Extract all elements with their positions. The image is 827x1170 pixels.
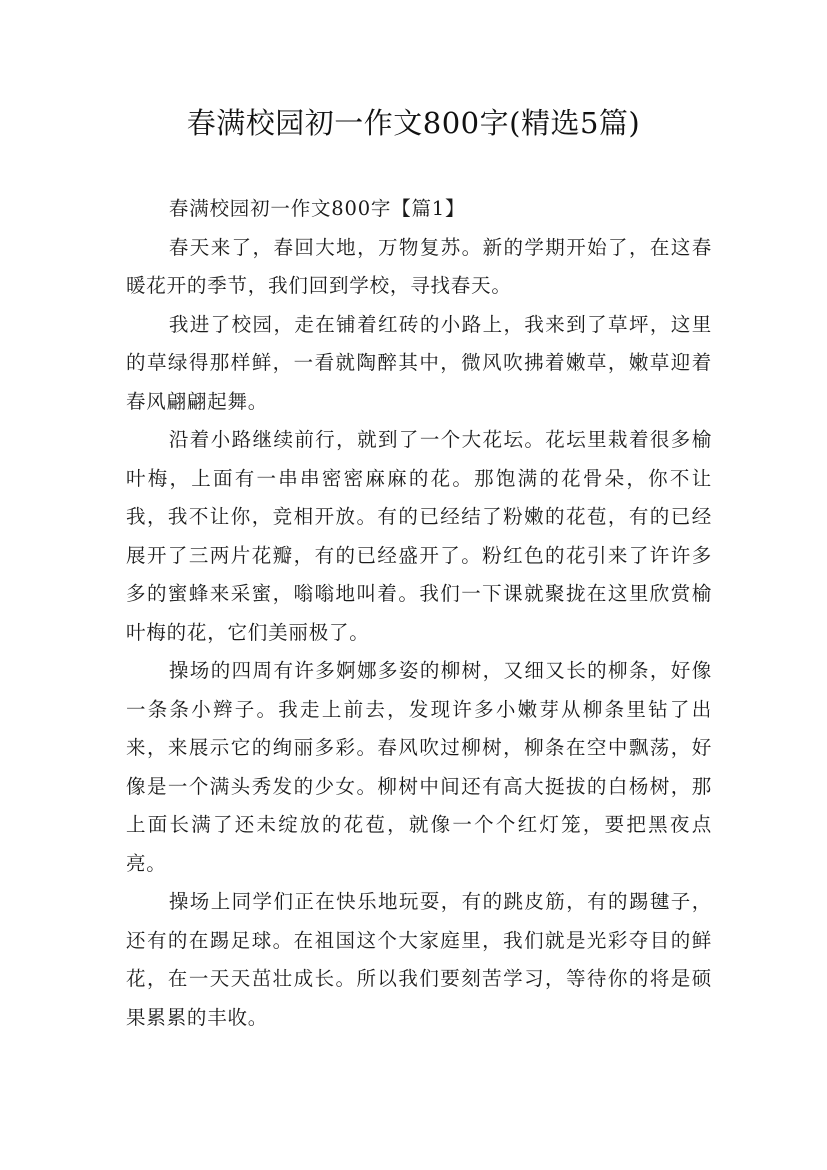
paragraph: 我进了校园，走在铺着红砖的小路上，我来到了草坪，这里的草绿得那样鲜，一看就陶醉其中，微风吹拂着嫩草，嫩草迎着春风翩翩起舞。 [126, 312, 712, 413]
paragraph: 春天来了，春回大地，万物复苏。新的学期开始了，在这春暖花开的季节，我们回到学校，寻找春天。 [126, 235, 712, 297]
paragraph: 沿着小路继续前行，就到了一个大花坛。花坛里栽着很多榆叶梅，上面有一串串密密麻麻的花。那饱满的花骨朵，你不让我，我不让你，竞相开放。有的已经结了粉嫩的花苞，有的已经展开了三两片花瓣，有的已经盛开了。粉红色的花引来了许许多多的蜜蜂来采蜜，嗡嗡地叫着。我们一下课就聚拢在这里欣赏榆叶梅的花，它们美丽极了。 [126, 428, 712, 644]
paragraph: 操场上同学们正在快乐地玩耍，有的跳皮筋，有的踢毽子，还有的在踢足球。在祖国这个大家庭里，我们就是光彩夺目的鲜花，在一天天茁壮成长。所以我们要刻苦学习，等待你的将是硕果累累的丰收。 [126, 890, 712, 1029]
section-heading: 春满校园初一作文800字【篇1】 [168, 197, 466, 220]
document-title: 春满校园初一作文800字(精选5篇) [186, 106, 641, 140]
document-body [126, 190, 712, 1037]
paragraph: 操场的四周有许多婀娜多姿的柳树，又细又长的柳条，好像一条条小辫子。我走上前去，发现许多小嫩芽从柳条里钻了出来，来展示它的绚丽多彩。春风吹过柳树，柳条在空中飘荡，好像是一个满头秀发的少女。柳树中间还有高大挺拔的白杨树，那上面长满了还未绽放的花苞，就像一个个红灯笼，要把黑夜点亮。 [126, 659, 712, 875]
